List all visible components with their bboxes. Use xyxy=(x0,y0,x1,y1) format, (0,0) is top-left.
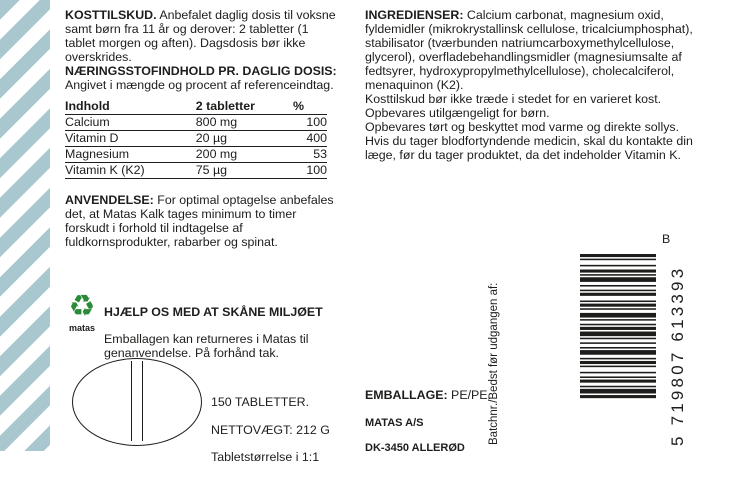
col-header-amount: 2 tabletter xyxy=(196,98,293,115)
anvendelse-paragraph xyxy=(65,193,340,249)
tablet-size-note: Tabletstørrelse i 1:1 xyxy=(211,450,320,465)
barcode-bar xyxy=(580,293,656,296)
nutrient-name: Magnesium xyxy=(65,147,196,163)
barcode-bar xyxy=(580,366,656,368)
nutrient-amount: 800 mg xyxy=(196,115,293,131)
barcode-bar xyxy=(580,308,656,310)
nutrient-pct: 100 xyxy=(293,163,327,179)
barcode-letter: B xyxy=(662,232,671,246)
barcode-bar xyxy=(580,301,656,303)
left-column xyxy=(65,8,340,249)
ingredients-text: Calcium carbonat, magnesium oxid, fyldemidler (mikrokrystallinsk cellulose, tricalciumphosphat), stabilisator (tværbunden natriumcarboxymethylcellulose, glycerol), overfladebehandlingsmidler (magnesiumsalte af fedtsyrer, hydroxypropylmethylcellulose), cholecalciferol, menaquinon (K2). xyxy=(365,8,693,92)
nutrient-pct: 53 xyxy=(293,147,327,163)
ingredients-label: INGREDIENSER: xyxy=(365,8,464,22)
barcode-bar xyxy=(580,386,656,388)
barcode-bar xyxy=(580,313,656,318)
tablet-size-illustration xyxy=(72,358,202,446)
barcode-bar xyxy=(580,327,656,330)
kosttilskud-label: KOSTTILSKUD. xyxy=(65,8,157,22)
barcode-bar xyxy=(580,254,656,257)
environment-title: HJÆLP OS MED AT SKÅNE MILJØET xyxy=(104,305,323,320)
tablet-groove xyxy=(131,361,143,441)
barcode-bar xyxy=(580,376,656,378)
nutrient-amount: 200 mg xyxy=(196,147,293,163)
col-header-pct: % xyxy=(293,98,327,115)
barcode-bar xyxy=(580,274,656,276)
manufacturer-block xyxy=(365,405,465,466)
recycle-logo xyxy=(65,292,99,333)
decorative-stripes xyxy=(0,0,50,451)
barcode-bar xyxy=(580,324,656,326)
kosttilskud-paragraph xyxy=(65,8,340,64)
emballage-label: EMBALLAGE: xyxy=(365,388,448,402)
naering-text: Angivet i mængde og procent af referenceindtag. xyxy=(65,78,334,92)
nutrient-amount: 20 µg xyxy=(196,131,293,147)
barcode-bar xyxy=(580,372,656,374)
emballage-value: PE/PE. xyxy=(447,388,491,402)
barcode-bar xyxy=(580,332,656,337)
barcode-bar xyxy=(580,265,656,267)
note-item: Opbevares utilgængeligt for børn. xyxy=(365,106,550,120)
barcode-bar xyxy=(580,342,656,344)
nutrient-pct: 100 xyxy=(293,115,327,131)
matas-logo-text: matas xyxy=(68,323,95,333)
barcode-bar xyxy=(580,304,656,307)
kosttilskud-text: Anbefalet daglig dosis til voksne samt børn fra 11 år og derover: 2 tabletter (1 tablet morgen og aften). Dagsdosis bør ikke overskrides. xyxy=(65,8,336,64)
barcode-bar xyxy=(580,319,656,321)
barcode-bar xyxy=(580,380,656,383)
nutrient-name: Calcium xyxy=(65,115,196,131)
barcode-bar xyxy=(580,259,656,261)
naering-label: NÆRINGSSTOFINDHOLD PR. DAGLIG DOSIS: xyxy=(65,64,337,78)
package-info xyxy=(211,383,330,478)
right-column xyxy=(365,8,710,162)
barcode-bar xyxy=(580,338,656,340)
nutrient-name: Vitamin K (K2) xyxy=(65,163,196,179)
manufacturer-name: MATAS A/S xyxy=(365,417,424,429)
nutrient-name: Vitamin D xyxy=(65,131,196,147)
tablet-count: 150 TABLETTER. xyxy=(211,395,310,410)
table-row xyxy=(65,147,327,163)
recycle-icon: ♻ xyxy=(68,290,96,323)
barcode-bar xyxy=(580,270,656,273)
batch-label: Batchnr./Bedst før udgangen af: xyxy=(488,282,500,445)
nutrition-table xyxy=(65,98,327,179)
col-header-indhold: Indhold xyxy=(65,98,196,115)
barcode-bar xyxy=(580,290,656,292)
note-item: Opbevares tørt og beskyttet mod varme og direkte sollys. xyxy=(365,120,680,134)
barcode-bar xyxy=(580,395,656,398)
note-item: Kosttilskud bør ikke træde i stedet for en varieret kost. xyxy=(365,92,662,106)
nutrient-pct: 400 xyxy=(293,131,327,147)
table-row xyxy=(65,163,327,179)
barcode-bar xyxy=(580,350,656,355)
note-item: Hvis du tager blodfortyndende medicin, skal du kontakte din læge, før du tager produktet, da det indeholder Vitamin K. xyxy=(365,134,693,162)
barcode xyxy=(580,252,656,448)
table-header-row xyxy=(65,98,327,115)
anvendelse-text: For optimal optagelse anbefales det, at Matas Kalk tages minimum to timer forskudt i forhold til indtagelse af fuldkornsprodukter, rabarber og spinat. xyxy=(65,193,334,249)
barcode-bar xyxy=(580,361,656,364)
emballage-line xyxy=(365,388,491,403)
anvendelse-label: ANVENDELSE: xyxy=(65,193,154,207)
ingredients-paragraph xyxy=(365,8,710,92)
barcode-bar xyxy=(580,389,656,394)
barcode-bar xyxy=(580,285,656,287)
nutrient-amount: 75 µg xyxy=(196,163,293,179)
manufacturer-address: DK-3450 ALLERØD xyxy=(365,442,465,454)
barcode-bar xyxy=(580,347,656,349)
barcode-number: 5 719807 613393 xyxy=(668,265,687,446)
net-weight: NETTOVÆGT: 212 G xyxy=(211,422,330,437)
environment-text: Emballagen kan returneres i Matas til genanvendelse. På forhånd tak. xyxy=(104,331,309,360)
barcode-bar xyxy=(580,277,656,282)
table-row xyxy=(65,115,327,131)
barcode-bar xyxy=(580,358,656,360)
table-row xyxy=(65,131,327,147)
